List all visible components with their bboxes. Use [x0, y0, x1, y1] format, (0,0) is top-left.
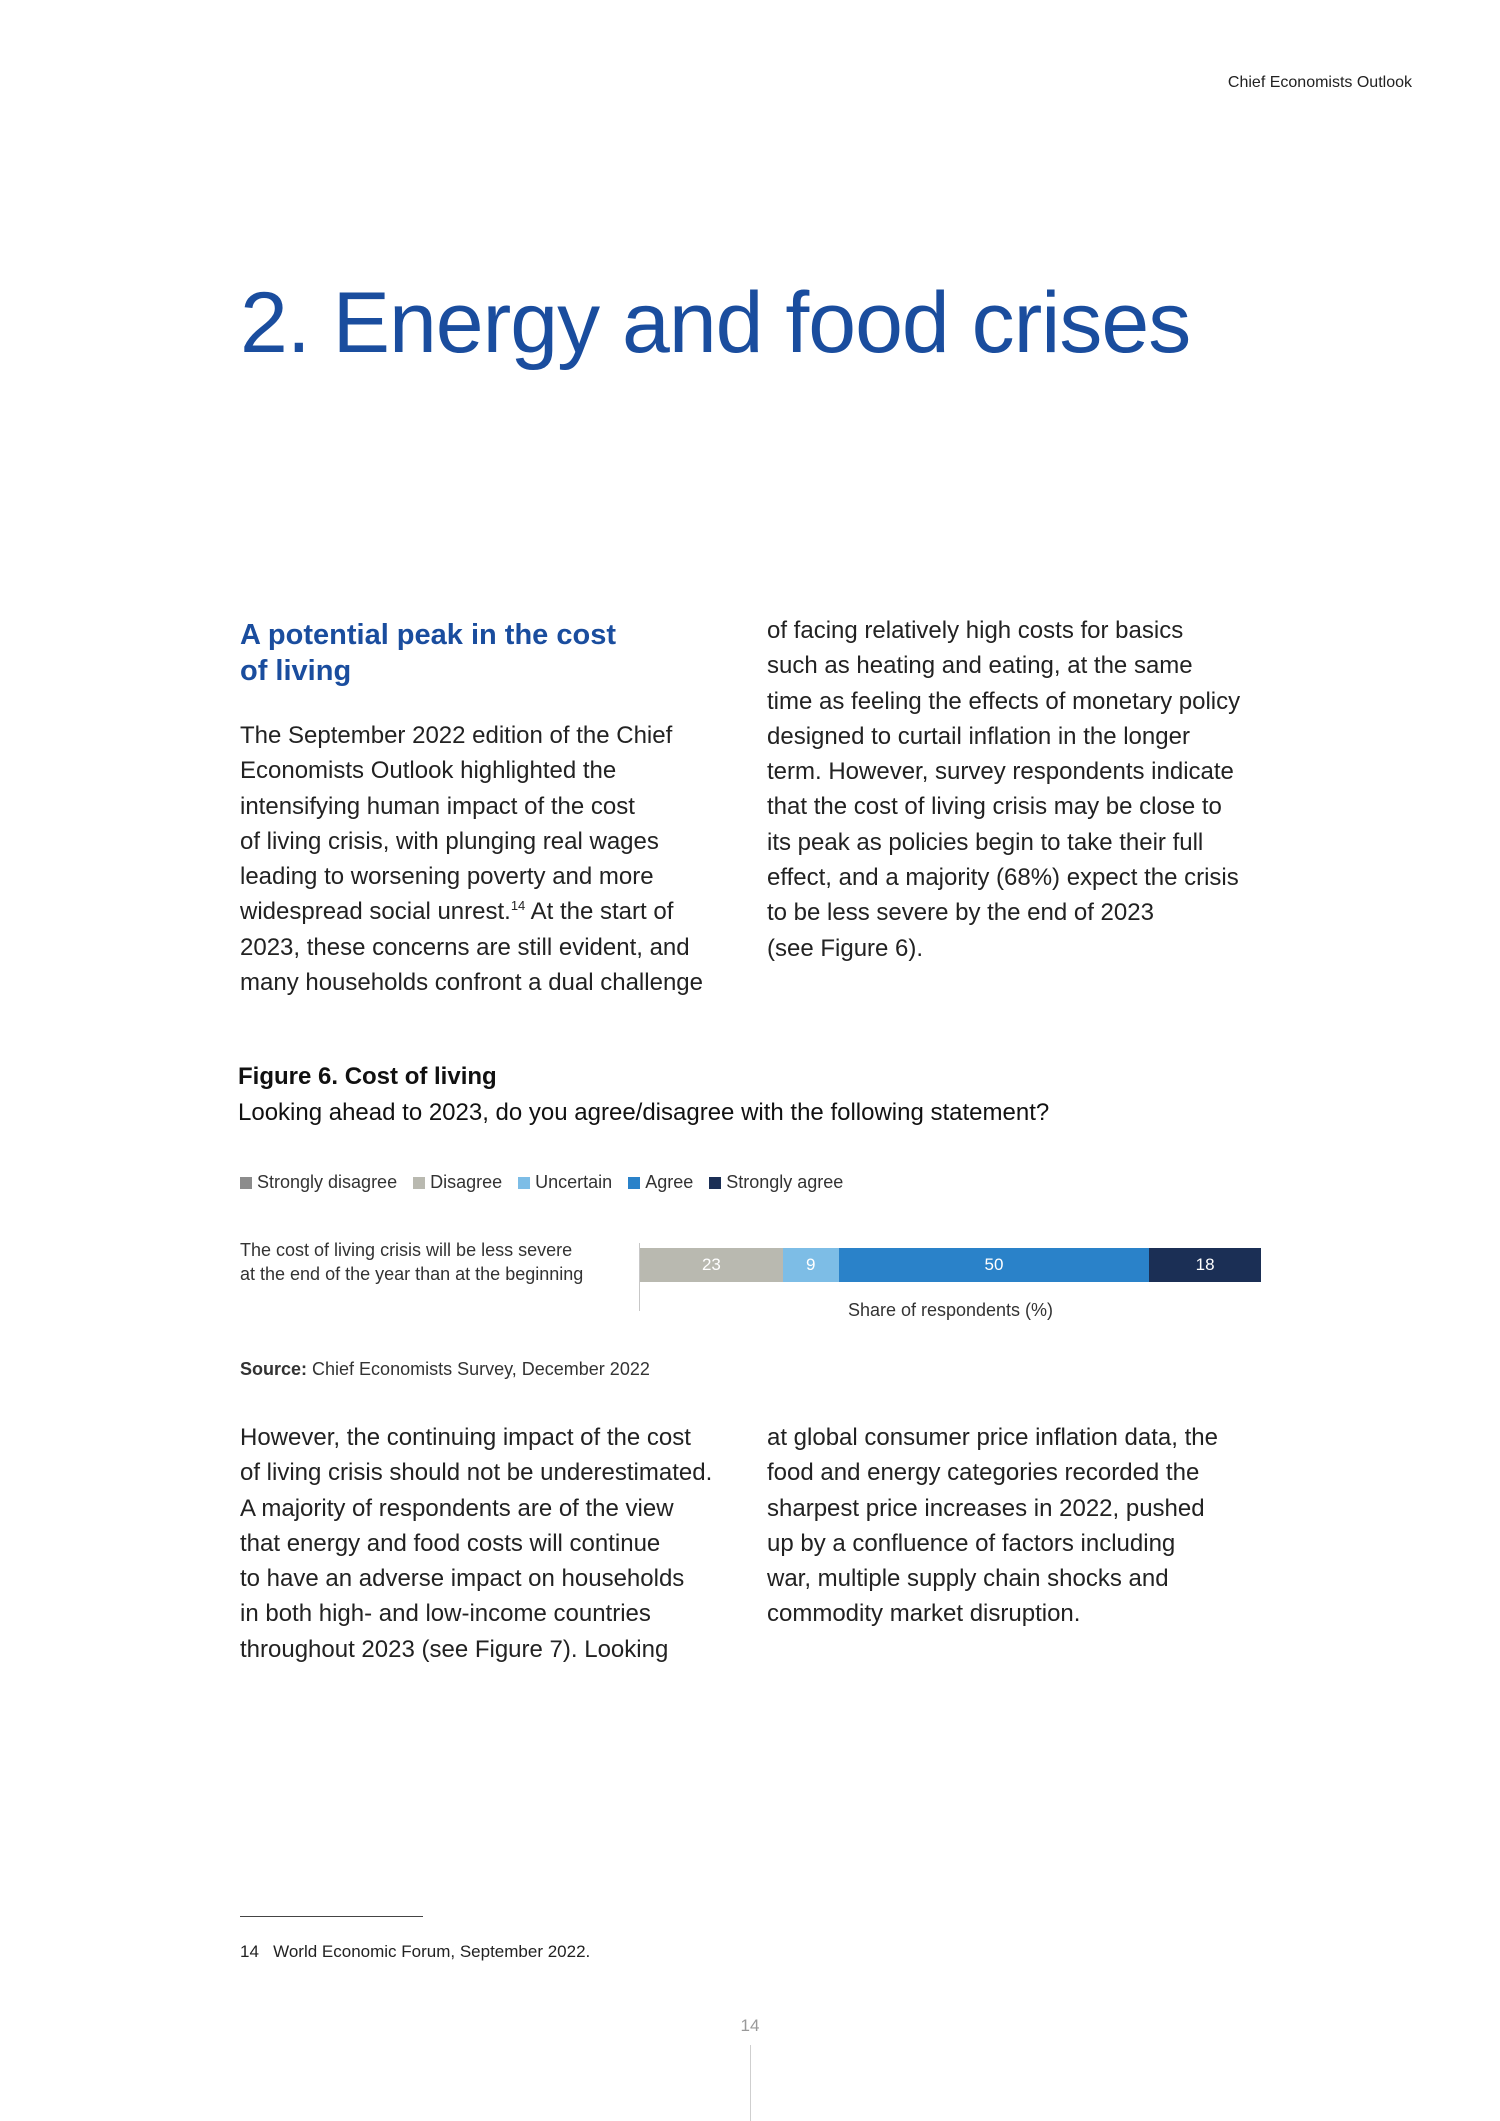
figure-title: Figure 6. Cost of living [238, 1063, 497, 1090]
text-line: its peak as policies begin to take their full [767, 828, 1204, 856]
footnote-text: World Economic Forum, September 2022. [273, 1942, 591, 1961]
source-label: Source: [240, 1359, 308, 1379]
section-heading-line2: of living [240, 655, 352, 687]
footnote-reference[interactable]: 14 [510, 898, 526, 914]
bar-segment-disagree [640, 1248, 783, 1282]
text-line: Economists Outlook highlighted the [240, 757, 617, 785]
text-line: war, multiple supply chain shocks and [767, 1565, 1169, 1593]
footnote [240, 1942, 590, 1962]
text-line: that the cost of living crisis may be close to [767, 793, 1222, 821]
paragraph-right-lower [767, 1420, 1287, 1632]
paragraph-left-lower [240, 1420, 740, 1667]
text-line: sharpest price increases in 2022, pushed [767, 1494, 1205, 1522]
text-line: (see Figure 6). [767, 934, 924, 962]
bar-data-label: 50 [984, 1255, 1004, 1274]
legend-item-agree [628, 1172, 693, 1193]
text-line: many households confront a dual challenge [240, 969, 703, 997]
legend-item-strongly-agree [709, 1172, 843, 1193]
figure-subtitle: Looking ahead to 2023, do you agree/disagree with the following statement? [238, 1099, 1050, 1126]
x-axis-label: Share of respondents (%) [847, 1300, 1054, 1320]
text-line: effect, and a majority (68%) expect the crisis [767, 864, 1239, 892]
text-line: of facing relatively high costs for basics [767, 617, 1184, 644]
chart-legend [240, 1172, 859, 1193]
text-line: at global consumer price inflation data, the [767, 1424, 1218, 1451]
intro-paragraph-left [240, 718, 740, 1000]
section-heading [240, 617, 720, 689]
category-label-line: at the end of the year than at the beginning [240, 1264, 584, 1284]
bar-data-label: 18 [1195, 1255, 1215, 1274]
legend-swatch [240, 1177, 252, 1189]
stacked-bar [640, 1248, 1261, 1282]
text-line: term. However, survey respondents indicate [767, 758, 1234, 786]
bar-segment-agree [839, 1248, 1150, 1282]
text-line: A majority of respondents are of the view [240, 1494, 674, 1522]
text-line: in both high- and low-income countries [240, 1600, 651, 1628]
text-line: designed to curtail inflation in the longer [767, 722, 1190, 750]
text-line: to have an adverse impact on households [240, 1565, 685, 1593]
legend-swatch [518, 1177, 530, 1189]
page-number-rule [750, 2045, 751, 2121]
section-heading-line1: A potential peak in the cost [240, 619, 616, 651]
legend-label: Agree [645, 1172, 694, 1192]
text-line: throughout 2023 (see Figure 7). Looking [240, 1635, 669, 1663]
text-line: up by a confluence of factors including [767, 1529, 1176, 1557]
intro-paragraph-right [767, 613, 1287, 966]
chart-category-label [240, 1238, 620, 1286]
legend-swatch [413, 1177, 425, 1189]
text-line: of living crisis should not be underestimated. [240, 1459, 713, 1487]
text-line: of living crisis, with plunging real wages [240, 827, 659, 855]
text-line: to be less severe by the end of 2023 [767, 899, 1154, 927]
legend-item-disagree [413, 1172, 502, 1193]
text-line: food and energy categories recorded the [767, 1459, 1200, 1487]
text-line: intensifying human impact of the cost [240, 792, 635, 820]
bar-segment-uncertain [783, 1248, 839, 1282]
legend-label: Disagree [430, 1172, 503, 1192]
text-line: At the start of [525, 898, 674, 926]
bar-segment-strongly-agree [1149, 1248, 1261, 1282]
bar-data-label: 9 [806, 1255, 816, 1274]
footnote-divider [240, 1916, 423, 1917]
category-label-line: The cost of living crisis will be less severe [240, 1240, 573, 1260]
legend-label: Strongly agree [726, 1172, 844, 1192]
legend-item-uncertain [518, 1172, 612, 1193]
text-line: that energy and food costs will continue [240, 1529, 661, 1557]
legend-label: Strongly disagree [257, 1172, 398, 1192]
footnote-number: 14 [240, 1942, 259, 1961]
legend-label: Uncertain [535, 1172, 613, 1192]
bar-data-label: 23 [701, 1255, 721, 1274]
legend-item-strongly-disagree [240, 1172, 397, 1193]
text-line: time as feeling the effects of monetary policy [767, 687, 1241, 715]
text-line: However, the continuing impact of the cost [240, 1424, 691, 1451]
legend-swatch [709, 1177, 721, 1189]
legend-swatch [628, 1177, 640, 1189]
source-text: Chief Economists Survey, December 2022 [307, 1359, 650, 1379]
running-header: Chief Economists Outlook [1227, 74, 1412, 91]
text-line: The September 2022 edition of the Chief [240, 722, 673, 749]
chapter-title: 2. Energy and food crises [240, 275, 1191, 371]
text-line: 2023, these concerns are still evident, and [240, 933, 690, 961]
page-number: 14 [740, 2016, 760, 2035]
text-line: leading to worsening poverty and more [240, 863, 654, 891]
text-line: such as heating and eating, at the same [767, 652, 1193, 680]
text-line: commodity market disruption. [767, 1600, 1081, 1628]
figure-source [240, 1359, 650, 1380]
text-line: widespread social unrest. [240, 898, 511, 926]
